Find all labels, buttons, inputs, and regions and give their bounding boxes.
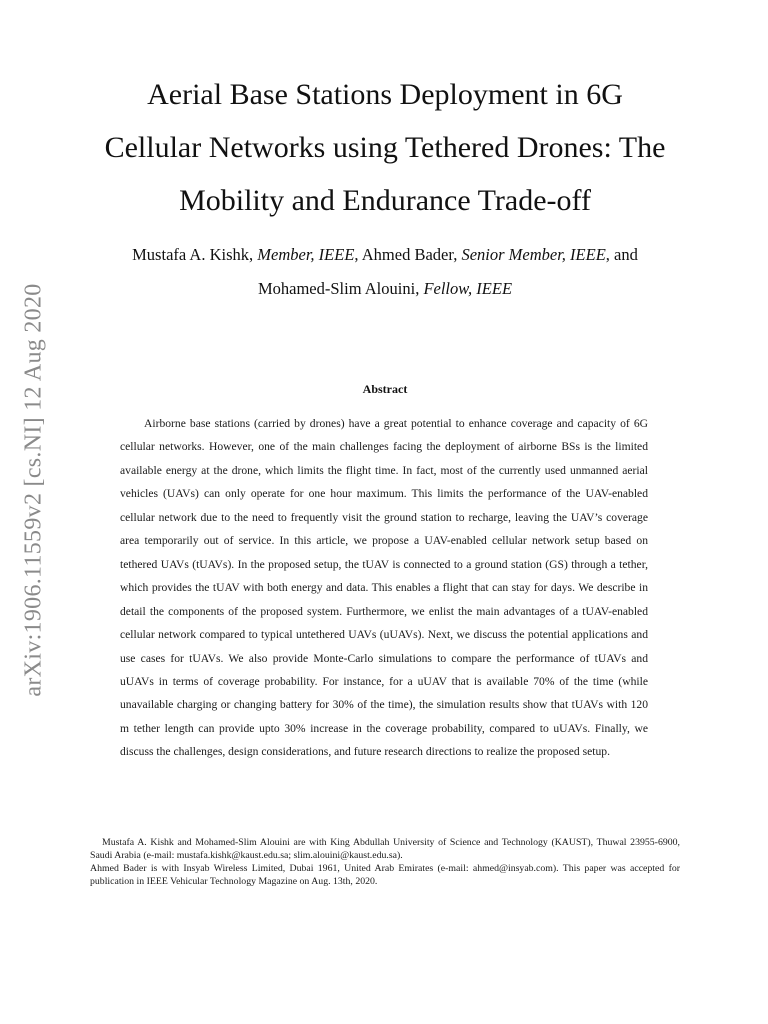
footnote-affiliation-1: Mustafa A. Kishk and Mohamed-Slim Alouini are with King Abdullah University of Science and Technology (KAUST), Thuwal 23955-6900, Saudi Arabia (e-mail: mustafa.kishk@kaust.edu.sa; slim.alouini@kaust.edu.sa). <box>90 837 680 861</box>
title-line-1: Aerial Base Stations Deployment in 6G <box>147 78 623 111</box>
author-list <box>80 238 690 306</box>
author-role-3: Fellow, IEEE <box>423 279 513 298</box>
author-role-1: Member, IEEE <box>257 245 355 264</box>
author-name-3: Mohamed-Slim Alouini <box>257 279 416 298</box>
abstract-heading: Abstract <box>362 382 408 396</box>
footnote-affiliation-2: Ahmed Bader is with Insyab Wireless Limited, Dubai 1961, United Arab Emirates (e-mail: ahmed@insyab.com). This paper was accepted for publication in IEEE Vehicular Technology Magazine on Aug. 13th, 2020. <box>90 863 680 887</box>
author-separator: , <box>453 245 462 264</box>
title-line-3: Mobility and Endurance Trade-off <box>179 184 591 217</box>
author-name-1: Mustafa A. Kishk <box>132 245 250 264</box>
author-role-2: Senior Member, IEEE <box>461 245 606 264</box>
paper-title <box>80 68 690 227</box>
title-line-2: Cellular Networks using Tethered Drones: The <box>104 131 666 164</box>
author-separator: , <box>415 279 424 298</box>
arxiv-identifier: arXiv:1906.11559v2 [cs.NI] 12 Aug 2020 <box>20 283 47 697</box>
author-name-2: Ahmed Bader <box>361 245 454 264</box>
footnotes <box>90 836 680 888</box>
author-separator: , <box>354 245 362 264</box>
author-separator-and: , and <box>605 245 638 264</box>
author-separator: , <box>249 245 258 264</box>
abstract-text: Airborne base stations (carried by drones) have a great potential to enhance coverage and capacity of 6G cellular networks. However, one of the main challenges facing the deployment of airborne BSs is the limited available energy at the drone, which limits the flight time. In fact, most of the currently used unmanned aerial vehicles (UAVs) can only operate for one hour maximum. This limits the performance of the UAV-enabled cellular network due to the need to frequently visit the ground station to recharge, leaving the UAV’s coverage area temporarily out of service. In this article, we propose a UAV-enabled cellular network setup based on tethered UAVs (tUAVs). In the proposed setup, the tUAV is connected to a ground station (GS) through a tether, which provides the tUAV with both energy and data. This enables a flight that can stay for days. We describe in detail the components of the proposed system. Furthermore, we enlist the main advantages of a tUAV-enabled cellular network compared to typical untethered UAVs (uUAVs). Next, we discuss the potential applications and use cases for tUAVs. We also provide Monte-Carlo simulations to compare the performance of tUAVs and uUAVs in terms of coverage probability. For instance, for a uUAV that is available 70% of the time (while unavailable charging or changing battery for 30% of the time), the simulation results show that tUAVs with 120 m tether length can provide upto 30% increase in the coverage probability, compared to uUAVs. Finally, we discuss the challenges, design considerations, and future research directions to realize the proposed setup. <box>120 417 648 759</box>
